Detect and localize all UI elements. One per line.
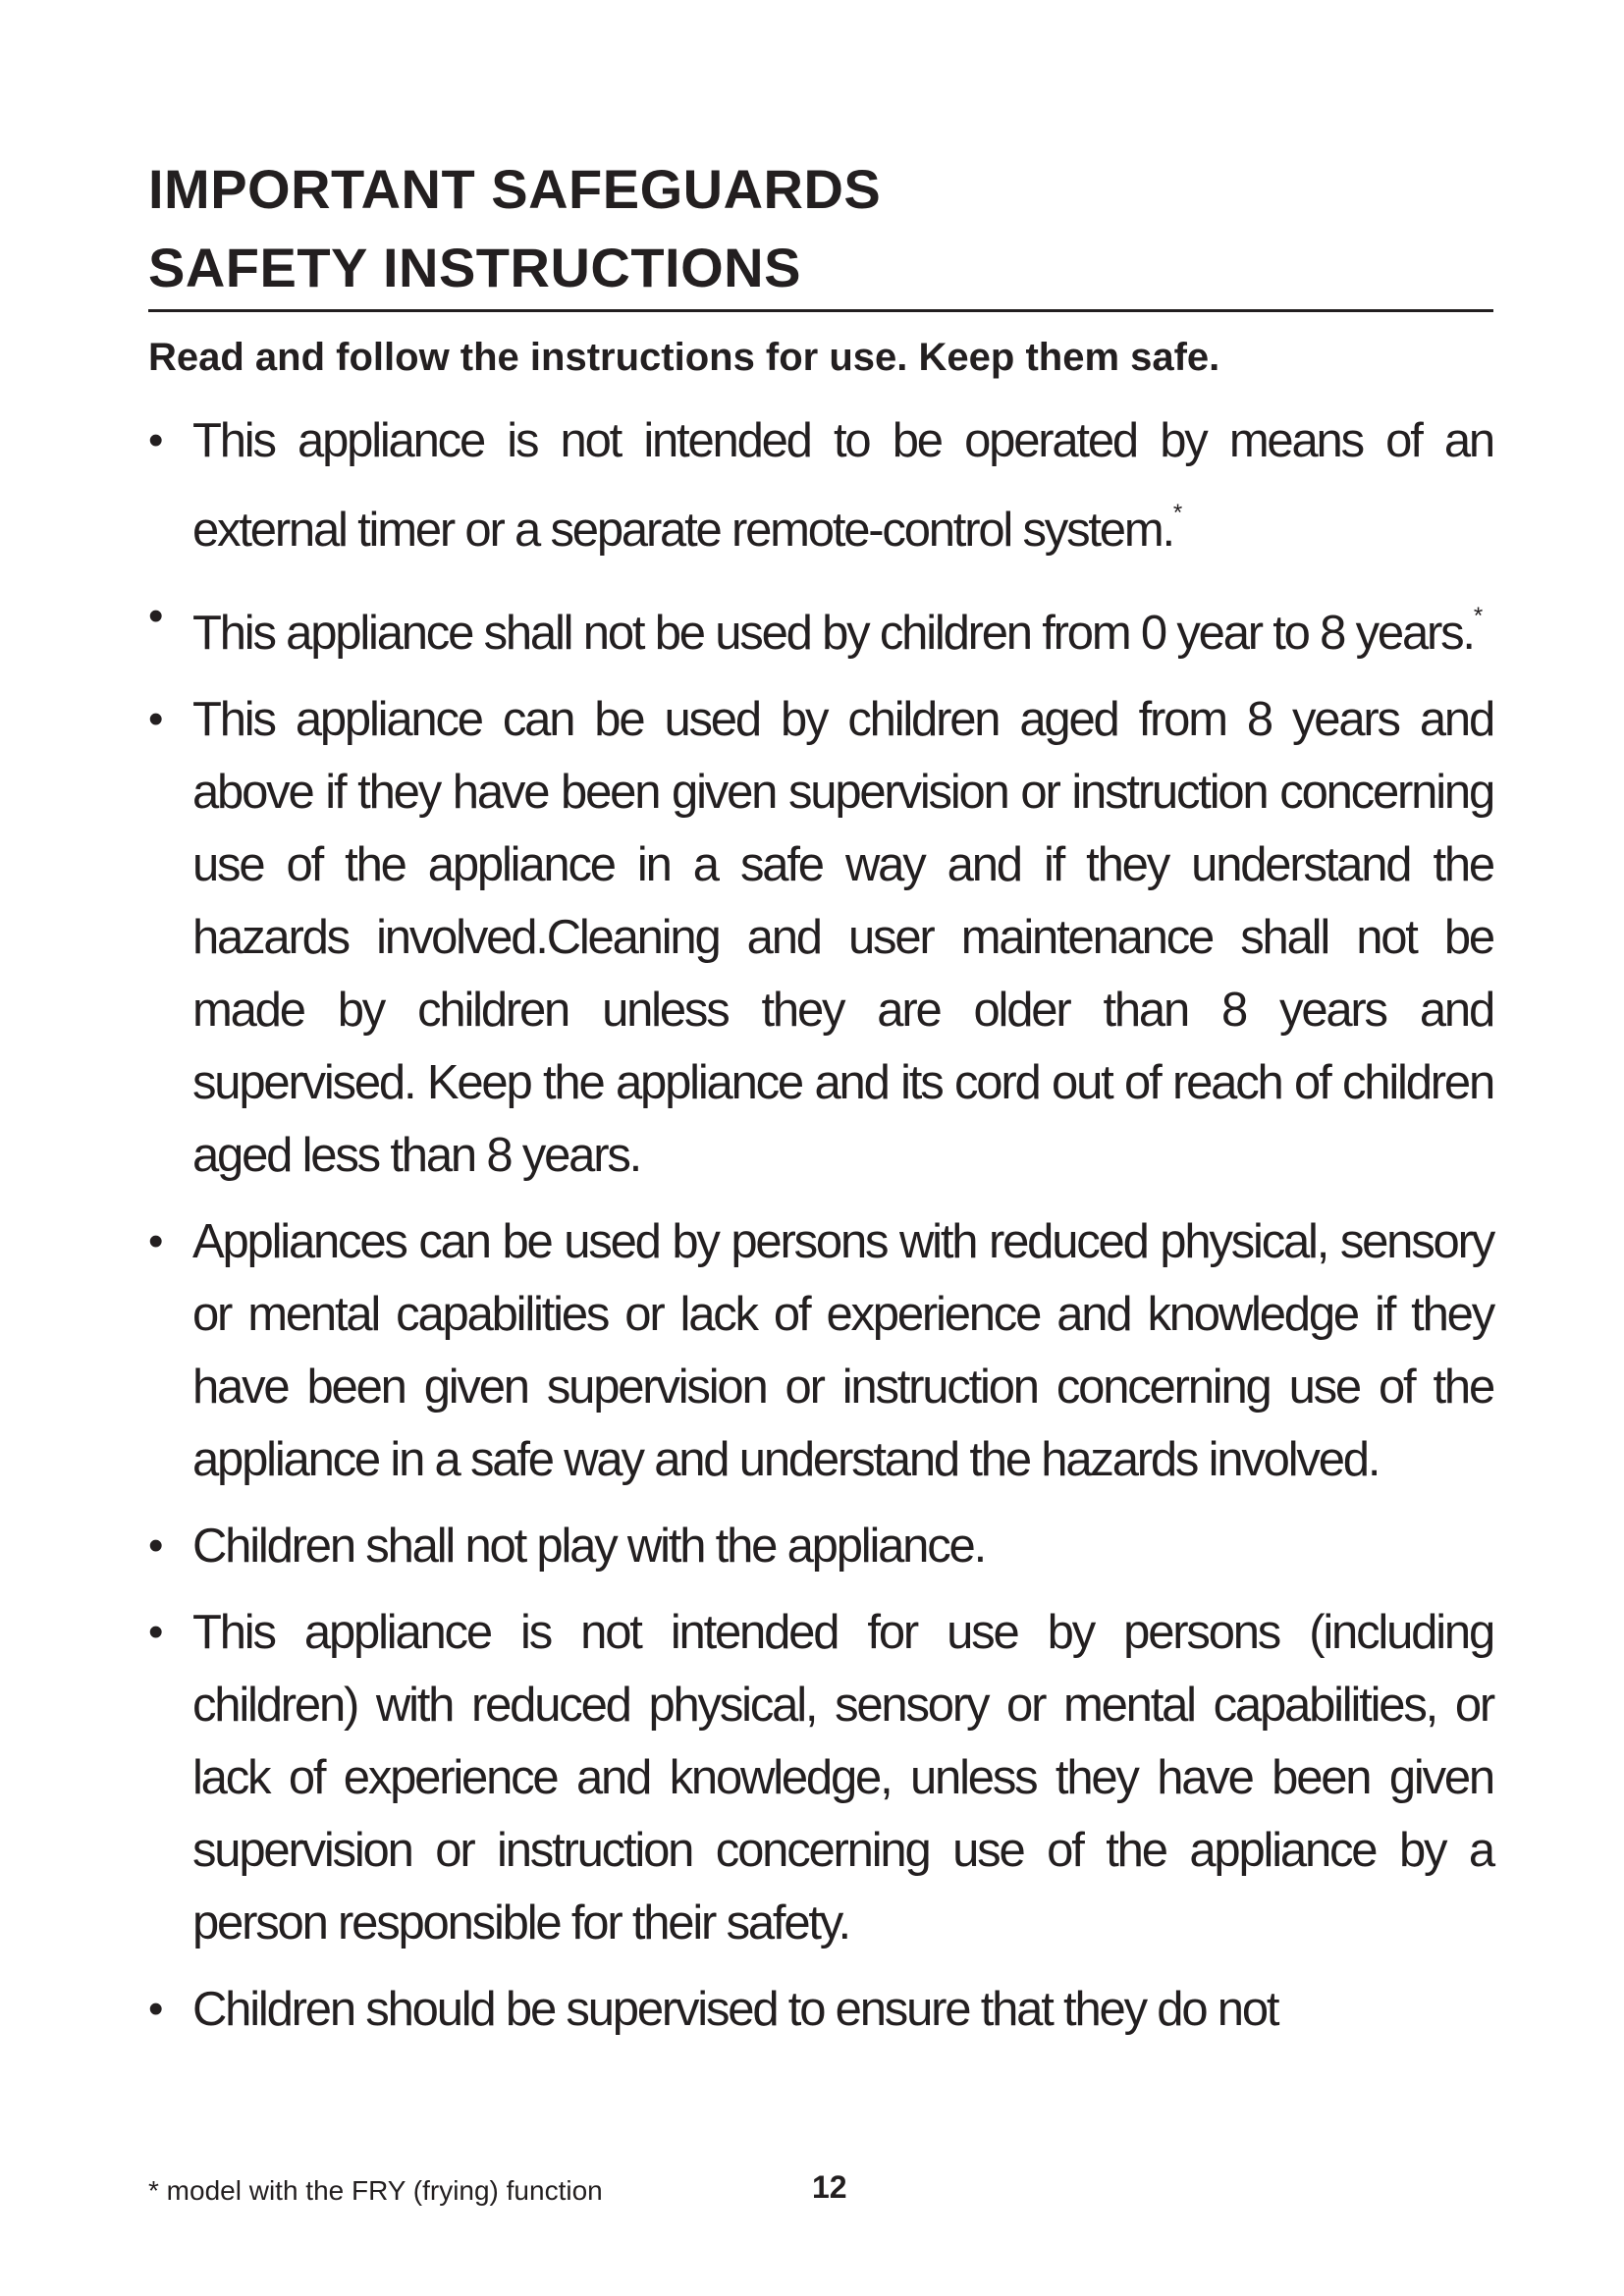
bullet-icon: •	[148, 1217, 162, 1265]
bullet-icon: •	[148, 1608, 162, 1656]
item-text: Appliances can be used by persons with reduced physical, sensory or mental capabilities or lack of experience and knowledge if they have been given supervision or instruction concerning use of the appliance in a safe way and understand the hazards involved.	[192, 1215, 1493, 1486]
item-text: This appliance is not intended for use by persons (including children) with reduced physical, sensory or mental capabilities, or lack of experience and knowledge, unless they have been given supervision or instruction concerning use of the appliance by a person responsible for their safety.	[192, 1606, 1493, 1949]
item-text: Children should be supervised to ensure that they do not	[192, 1983, 1278, 2036]
list-item	[148, 1596, 1493, 1959]
bullet-icon: •	[148, 416, 162, 464]
heading-divider	[148, 309, 1493, 312]
bullet-icon: •	[148, 1522, 162, 1570]
list-item	[148, 1205, 1493, 1496]
safety-instruction-list	[148, 404, 1493, 2059]
item-text: This appliance shall not be used by children from 0 year to 8 years.	[192, 607, 1474, 660]
bullet-icon: •	[148, 1985, 162, 2033]
list-item	[148, 683, 1493, 1192]
bullet-icon: •	[148, 695, 162, 743]
instructions-subtitle: Read and follow the instructions for use. Keep them safe.	[148, 336, 1220, 379]
bullet-icon: •	[148, 592, 162, 640]
item-text: This appliance can be used by children aged from 8 years and above if they have been given supervision or instruction concerning use of the appliance in a safe way and if they understand the hazards involved.Cleaning and user maintenance shall not be made by children unless they are older than 8 years and supervised. Keep the appliance and its cord out of reach of children aged less than 8 years.	[192, 693, 1493, 1182]
footnote: * model with the FRY (frying) function	[148, 2175, 603, 2206]
list-item	[148, 404, 1493, 566]
heading-safety-instructions: SAFETY INSTRUCTIONS	[148, 237, 801, 298]
list-item	[148, 1510, 1493, 1582]
footnote-marker: *	[1172, 500, 1183, 526]
heading-important-safeguards: IMPORTANT SAFEGUARDS	[148, 158, 882, 220]
item-text: Children shall not play with the appliance.	[192, 1520, 985, 1573]
page-number: 12	[812, 2169, 847, 2205]
list-item	[148, 1973, 1493, 2046]
item-text: This appliance is not intended to be operated by means of an external timer or a separate remote-control system.	[192, 414, 1493, 557]
footnote-marker: *	[1473, 603, 1484, 629]
list-item	[148, 580, 1493, 669]
